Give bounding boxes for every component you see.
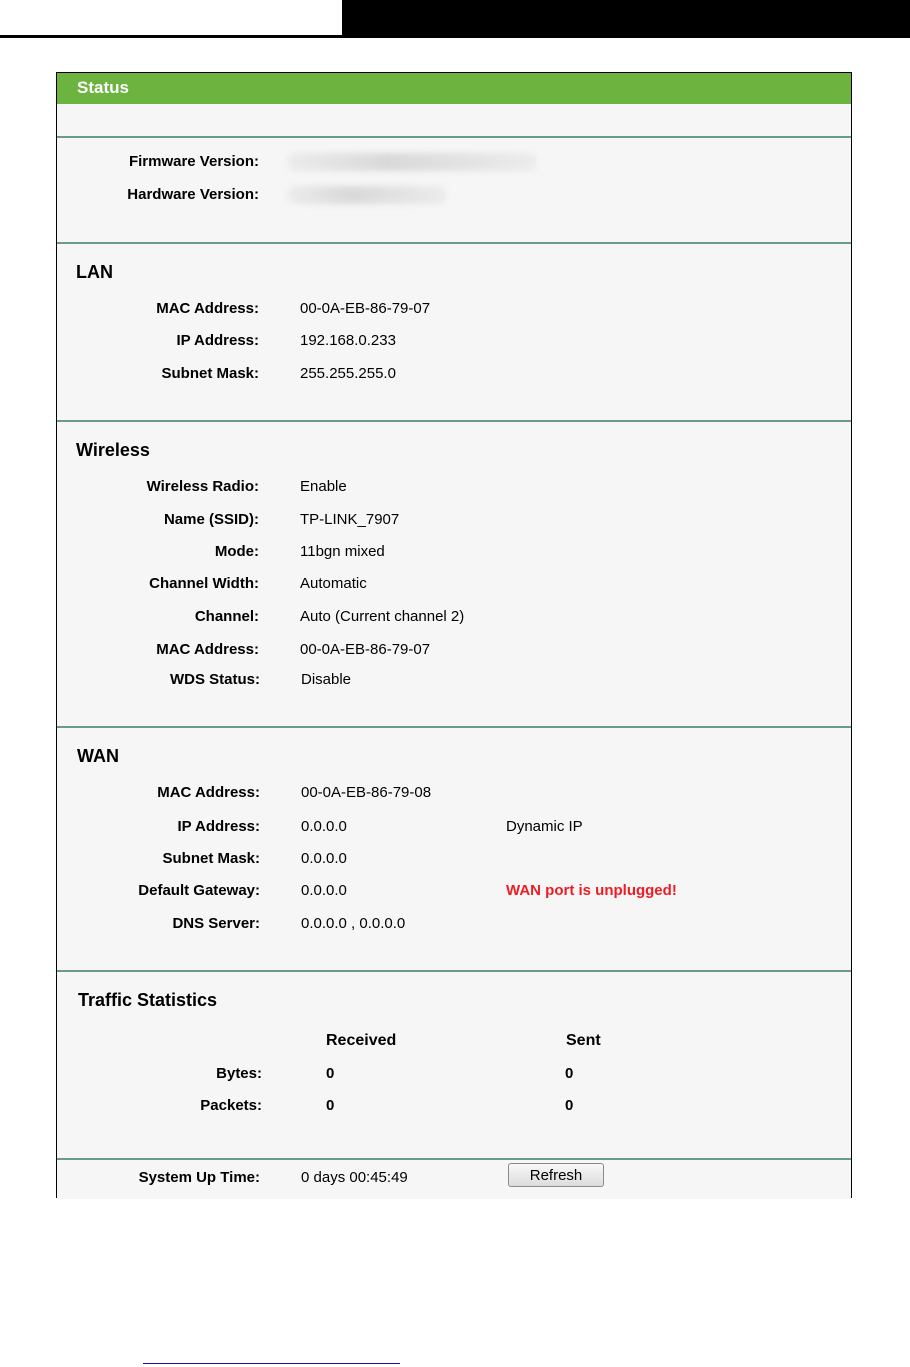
wireless-ssid-row [57,511,851,533]
traffic-section [57,970,851,1158]
wireless-mode-value: 11bgn mixed [300,543,385,560]
packets-label: Packets: [200,1097,262,1114]
status-panel [56,72,852,1198]
lan-mac-row [57,300,851,322]
wireless-mac-row [57,641,851,663]
lan-mac-value: 00-0A-EB-86-79-07 [300,300,431,317]
wan-connection-type: Dynamic IP [506,818,583,835]
wan-ip-value: 0.0.0.0 [301,818,347,835]
wireless-section [57,420,851,726]
footer-link-underline[interactable] [143,1363,400,1364]
lan-mask-label: Subnet Mask: [161,365,259,382]
wan-gateway-value: 0.0.0.0 [301,882,347,899]
wireless-wds-value: Disable [301,671,352,688]
status-header [57,73,851,104]
status-title: Status [77,78,129,97]
wan-mask-row [57,850,851,872]
bytes-label: Bytes: [216,1065,262,1082]
lan-ip-value: 192.168.0.233 [300,332,396,349]
refresh-button[interactable]: Refresh [508,1163,604,1187]
top-bar-left-block [0,0,342,38]
wireless-radio-label: Wireless Radio: [146,478,259,495]
lan-ip-row [57,332,851,354]
wan-dns-row [57,915,851,937]
wan-gateway-row [57,882,851,904]
wan-mac-value: 00-0A-EB-86-79-08 [301,784,432,801]
packets-row [57,1097,851,1119]
wireless-width-label: Channel Width: [149,575,259,592]
lan-section [57,242,851,420]
top-bar-right-block [342,0,910,38]
wireless-wds-row [57,671,851,693]
wireless-title: Wireless [76,440,150,460]
wireless-mac-value: 00-0A-EB-86-79-07 [300,641,431,658]
wireless-ssid-label: Name (SSID): [163,511,259,528]
bytes-row [57,1065,851,1087]
wireless-channel-label: Channel: [194,608,259,625]
wireless-ssid-value: TP-LINK_7907 [300,511,400,528]
wireless-mode-label: Mode: [214,543,259,560]
wireless-width-value: Automatic [300,575,367,592]
uptime-row [57,1169,851,1191]
wireless-wds-label: WDS Status: [170,671,260,688]
wireless-channel-row [57,608,851,630]
document-top-bar [0,0,910,40]
received-header: Received [326,1032,397,1049]
wan-ip-row [57,818,851,840]
wan-section [57,726,851,970]
wan-dns-value: 0.0.0.0 , 0.0.0.0 [301,915,406,932]
hardware-row [57,186,851,208]
uptime-value: 0 days 00:45:49 [301,1169,408,1186]
wireless-mac-label: MAC Address: [156,641,259,658]
version-section [57,136,851,242]
hardware-label: Hardware Version: [127,186,259,203]
firmware-row [57,153,851,175]
wan-gateway-label: Default Gateway: [138,882,260,899]
wan-title: WAN [77,746,119,766]
firmware-value-redacted [287,153,537,171]
wireless-channel-value: Auto (Current channel 2) [300,608,465,625]
packets-sent-value: 0 [565,1097,574,1114]
uptime-section [57,1158,851,1199]
lan-mask-row [57,365,851,387]
traffic-title: Traffic Statistics [78,990,218,1010]
wan-dns-label: DNS Server: [172,915,260,932]
wan-mask-label: Subnet Mask: [162,850,260,867]
lan-title: LAN [76,262,113,282]
wan-mac-row [57,784,851,806]
header-spacer [57,104,851,136]
wireless-radio-value: Enable [300,478,347,495]
wireless-width-row [57,575,851,597]
uptime-label: System Up Time: [138,1169,260,1186]
wireless-radio-row [57,478,851,500]
wan-unplugged-warning: WAN port is unplugged! [506,882,677,899]
wan-ip-label: IP Address: [177,818,260,835]
bytes-received-value: 0 [326,1065,335,1082]
wireless-mode-row [57,543,851,565]
lan-mac-label: MAC Address: [156,300,259,317]
lan-ip-label: IP Address: [176,332,259,349]
bytes-sent-value: 0 [565,1065,574,1082]
sent-header: Sent [566,1032,601,1049]
packets-received-value: 0 [326,1097,335,1114]
wan-mac-label: MAC Address: [157,784,260,801]
firmware-label: Firmware Version: [128,153,259,170]
lan-mask-value: 255.255.255.0 [300,365,396,382]
hardware-value-redacted [287,186,447,204]
wan-mask-value: 0.0.0.0 [301,850,347,867]
